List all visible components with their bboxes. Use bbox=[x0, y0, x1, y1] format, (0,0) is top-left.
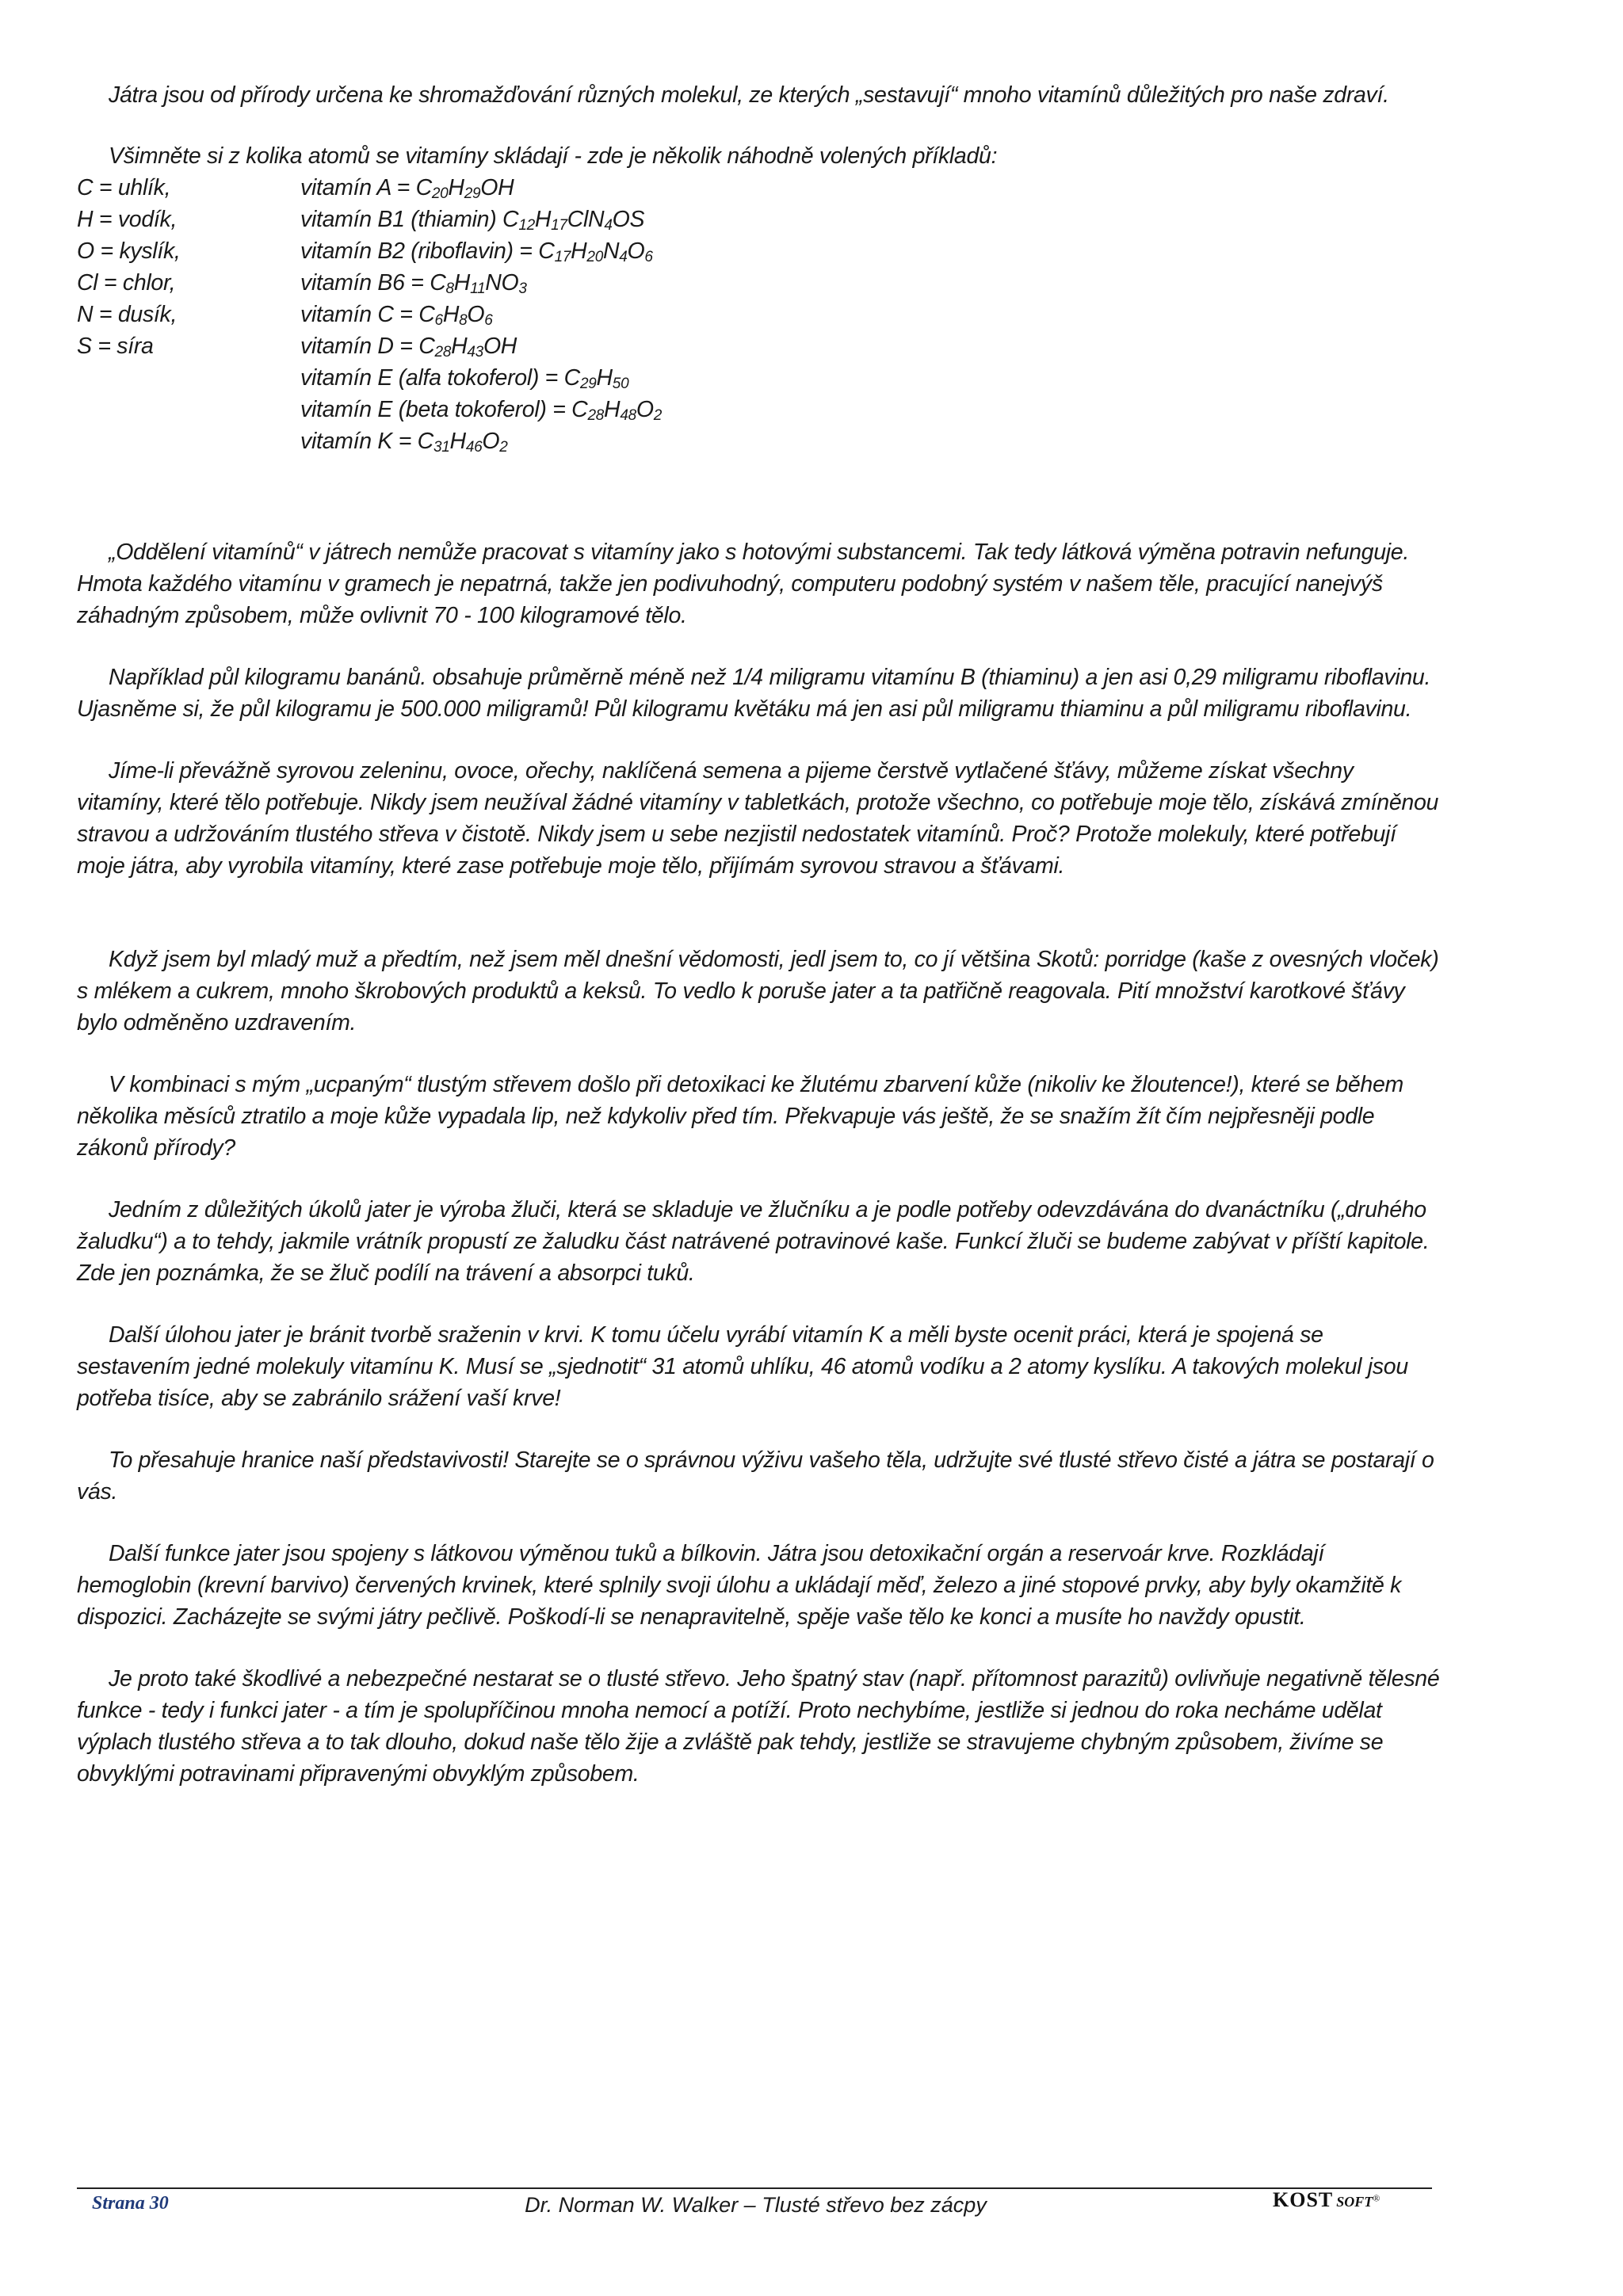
paragraph: Játra jsou od přírody určena ke shromažďování různých molekul, ze kterých „sestavují“ mnoho vitamínů důležitých pro naše zdraví. bbox=[109, 82, 1389, 108]
element-legend: H = vodík, bbox=[77, 207, 178, 232]
logo-soft: SOFT bbox=[1336, 2194, 1373, 2210]
vitamin-formula: vitamín $K = C_{31}H_{46}O_2$ bbox=[300, 429, 508, 456]
vitamin-row bbox=[77, 299, 1440, 330]
element-legend bbox=[77, 362, 300, 394]
paragraph: „Oddělení vitamínů“ v játrech nemůže pracovat s vitamíny jako s hotovými substancemi. Tak tedy látková výměna potravin nefunguje. Hmota každého vitamínu v gramech je nepatrná, takže jen podivuhodný, computeru podobný systém v našem těle, pracující nanejvýš záhadným způsobem, může ovlivnit 70 - 100 kilogramové tělo. bbox=[77, 540, 1409, 628]
paragraph: Jedním z důležitých úkolů jater je výroba žluči, která se skladuje ve žlučníku a je podle potřeby odevzdávána do dvanáctníku („druhého žaludku“) a to tehdy, jakmile vrátník propustí ze žaludku část natrávené potravinové kaše. Funkcí žluči se budeme zabývat v příští kapitole. Zde jen poznámka, že se žluč podílí na trávení a absorpci tuků. bbox=[77, 1197, 1430, 1286]
logo-mark: ® bbox=[1373, 2192, 1381, 2204]
vitamin-row bbox=[77, 172, 1440, 204]
paragraph: Další funkce jater jsou spojeny s látkovou výměnou tuků a bílkovin. Játra jsou detoxikační orgán a reservoár krve. Rozkládají hemoglobin (krevní barvivo) červených krvinek, které splnily svoji úlohu a ukládají měď, železo a jiné stopové prvky, aby byly okamžitě k dispozici. Zacházejte se svými játry pečlivě. Poškodí-li se nenapravitelně, spěje vaše tělo ke konci a musíte ho navždy opustit. bbox=[77, 1541, 1402, 1630]
footer-divider bbox=[77, 2187, 1432, 2189]
vitamin-row bbox=[77, 267, 1440, 299]
vitamin-formula: vitamín B2 (riboflavin) = $C_{17}H_{20}N_4O_6$ bbox=[300, 238, 653, 265]
document-body bbox=[77, 79, 1440, 1790]
page-number: Strana 30 bbox=[92, 2193, 169, 2214]
vitamin-formula: vitamín $D = C_{28}H_{43}OH$ bbox=[300, 334, 517, 360]
vitamin-formula: vitamín E (beta tokoferol) = $C_{28}H_{48}O_2$ bbox=[300, 397, 663, 424]
vitamin-row bbox=[77, 204, 1440, 235]
paragraph: Jíme-li převážně syrovou zeleninu, ovoce, ořechy, naklíčená semena a pijeme čerstvě vytlačené šťávy, můžeme získat všechny vitamíny, které tělo potřebuje. Nikdy jsem neužíval žádné vitamíny v tabletkách, protože všechno, co potřebuje moje tělo, získává zmíněnou stravou a udržováním tlustého střeva v čistotě. Nikdy jsem u sebe nezjistil nedostatek vitamínů. Proč? Protože molekuly, které potřebují moje játra, aby vyrobila vitamíny, které zase potřebuje moje tělo, přijímám syrovou stravou a šťávami. bbox=[77, 758, 1439, 879]
running-footer-title: Dr. Norman W. Walker – Tlusté střevo bez zácpy bbox=[525, 2193, 987, 2217]
vitamin-row bbox=[77, 394, 1440, 425]
paragraph: V kombinaci s mým „ucpaným“ tlustým střevem došlo při detoxikaci ke žlutému zbarvení kůže (nikoliv ke žloutence!), které se během několika měsíců ztratilo a moje kůže vypadala lip, než kdykoliv před tím. Překvapuje vás ještě, že se snažím žít čím nejpřesněji podle zákonů přírody? bbox=[77, 1072, 1403, 1161]
vitamin-row bbox=[77, 330, 1440, 362]
vitamin-formula: vitamín B1 (thiamin) $C_{12}H_{17}ClN_4OS$ bbox=[300, 207, 645, 234]
vitamin-row bbox=[77, 425, 1440, 457]
publisher-logo bbox=[1273, 2188, 1380, 2212]
vitamin-formula: vitamín $B6 = C_8H_{11}NO_3$ bbox=[300, 270, 527, 297]
element-legend: C = uhlík, bbox=[77, 175, 171, 200]
paragraph: Když jsem byl mladý muž a předtím, než jsem měl dnešní vědomosti, jedl jsem to, co jí většina Skotů: porridge (kaše z ovesných vloček) s mlékem a cukrem, mnoho škrobových produktů a keksů. To vedlo k poruše jater a ta patřičně reagovala. Pití množství karotkové šťávy bylo odměněno uzdravením. bbox=[77, 947, 1439, 1035]
element-legend bbox=[77, 394, 300, 425]
element-legend: Cl = chlor, bbox=[77, 270, 176, 296]
paragraph: Je proto také škodlivé a nebezpečné nestarat se o tlusté střevo. Jeho špatný stav (např. přítomnost parazitů) ovlivňuje negativně tělesné funkce - tedy i funkci jater - a tím je spolupříčinou mnoha nemocí a potíží. Proto nechybíme, jestliže si jednou do roka necháme udělat výplach tlustého střeva a to tak dlouho, dokud naše tělo žije a zvláště pak tehdy, jestliže se stravujeme chybným způsobem, živíme se obvyklými potravinami připravenými obvyklým způsobem. bbox=[77, 1666, 1440, 1787]
element-legend bbox=[77, 425, 300, 457]
vitamin-table bbox=[77, 172, 1440, 457]
logo-bold: KOST bbox=[1273, 2188, 1334, 2211]
element-legend: N = dusík, bbox=[77, 302, 178, 327]
paragraph: To přesahuje hranice naší představivosti! Starejte se o správnou výživu vašeho těla, udržujte své tlusté střevo čisté a játra se postarají o vás. bbox=[77, 1447, 1434, 1505]
vitamin-formula: vitamín $A = C_{20}H_{29}OH$ bbox=[300, 175, 514, 202]
element-legend: O = kyslík, bbox=[77, 238, 181, 264]
vitamin-row bbox=[77, 235, 1440, 267]
paragraph: Další úlohou jater je bránit tvorbě sraženin v krvi. K tomu účelu vyrábí vitamín K a měli byste ocenit práci, která je spojená se sestavením jedné molekuly vitamínu K. Musí se „sjednotit“ 31 atomů uhlíku, 46 atomů vodíku a 2 atomy kyslíku. A takových molekul jsou potřeba tisíce, aby se zabránilo srážení vaší krve! bbox=[77, 1322, 1408, 1411]
element-legend: S = síra bbox=[77, 334, 154, 359]
vitamin-formula: vitamín E (alfa tokoferol) = $C_{29}H_{50}$ bbox=[300, 365, 629, 392]
paragraph: Například půl kilogramu banánů. obsahuje průměrně méně než 1/4 miligramu vitamínu B (thiaminu) a jen asi 0,29 miligramu riboflavinu. Ujasněme si, že půl kilogramu je 500.000 miligramů! Půl kilogramu květáku má jen asi půl miligramu thiaminu a půl miligramu riboflavinu. bbox=[77, 665, 1431, 722]
vitamin-row bbox=[77, 362, 1440, 394]
paragraph: Všimněte si z kolika atomů se vitamíny skládají - zde je několik náhodně volených příkladů: bbox=[109, 143, 998, 169]
vitamin-formula: vitamín $C = C_6H_8O_6$ bbox=[300, 302, 493, 329]
